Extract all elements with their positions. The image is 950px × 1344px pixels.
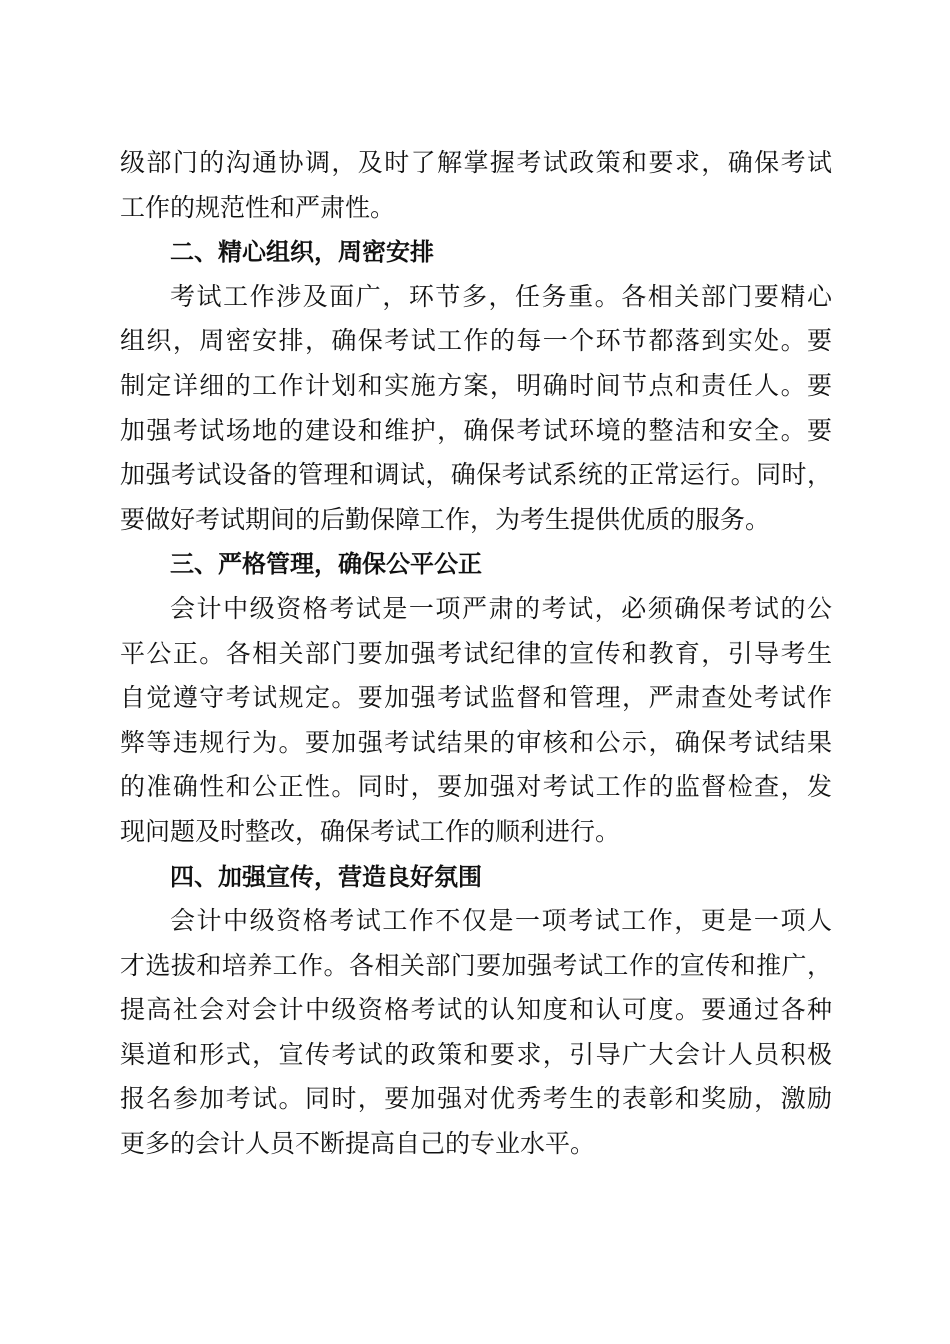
paragraph-line: 自觉遵守考试规定。要加强考试监督和管理，严肃查处考试作 [120, 683, 832, 713]
paragraph-line: 现问题及时整改，确保考试工作的顺利进行。 [120, 816, 621, 846]
section-continuation [120, 141, 832, 230]
paragraph-line: 要做好考试期间的后勤保障工作，为考生提供优质的服务。 [120, 504, 771, 534]
section-three [120, 542, 832, 854]
section-heading: 四、加强宣传，营造良好氛围 [170, 862, 482, 891]
paragraph-line: 组织，周密安排，确保考试工作的每一个环节都落到实处。要 [120, 326, 832, 356]
paragraph-line: 弊等违规行为。要加强考试结果的审核和公示，确保考试结果 [120, 727, 832, 757]
section-four [120, 855, 832, 1167]
paragraph-line: 渠道和形式，宣传考试的政策和要求，引导广大会计人员积极 [120, 1039, 832, 1069]
paragraph-line: 更多的会计人员不断提高自己的专业水平。 [120, 1129, 596, 1159]
paragraph-line: 提高社会对会计中级资格考试的认知度和认可度。要通过各种 [120, 995, 832, 1025]
paragraph-line: 的准确性和公正性。同时，要加强对考试工作的监督检查，发 [120, 772, 832, 802]
section-heading: 三、严格管理，确保公平公正 [170, 550, 482, 579]
paragraph-line: 工作的规范性和严肃性。 [120, 192, 396, 222]
paragraph-line: 加强考试场地的建设和维护，确保考试环境的整洁和安全。要 [120, 415, 832, 445]
paragraph-line: 才选拔和培养工作。各相关部门要加强考试工作的宣传和推广， [120, 950, 832, 980]
paragraph-line: 加强考试设备的管理和调试，确保考试系统的正常运行。同时， [120, 460, 832, 490]
paragraph-line: 考试工作涉及面广，环节多，任务重。各相关部门要精心 [170, 281, 832, 311]
paragraph-line: 报名参加考试。同时，要加强对优秀考生的表彰和奖励，激励 [120, 1084, 832, 1114]
paragraph-line: 级部门的沟通协调，及时了解掌握考试政策和要求，确保考试 [120, 148, 832, 177]
paragraph-line: 平公正。各相关部门要加强考试纪律的宣传和教育，引导考生 [120, 638, 832, 668]
section-heading: 二、精心组织，周密安排 [170, 238, 434, 267]
paragraph-line: 会计中级资格考试是一项严肃的考试，必须确保考试的公 [170, 593, 832, 623]
document-page [120, 141, 832, 1167]
paragraph-line: 制定详细的工作计划和实施方案，明确时间节点和责任人。要 [120, 370, 832, 400]
paragraph-line: 会计中级资格考试工作不仅是一项考试工作，更是一项人 [170, 906, 832, 936]
section-two [120, 230, 832, 542]
